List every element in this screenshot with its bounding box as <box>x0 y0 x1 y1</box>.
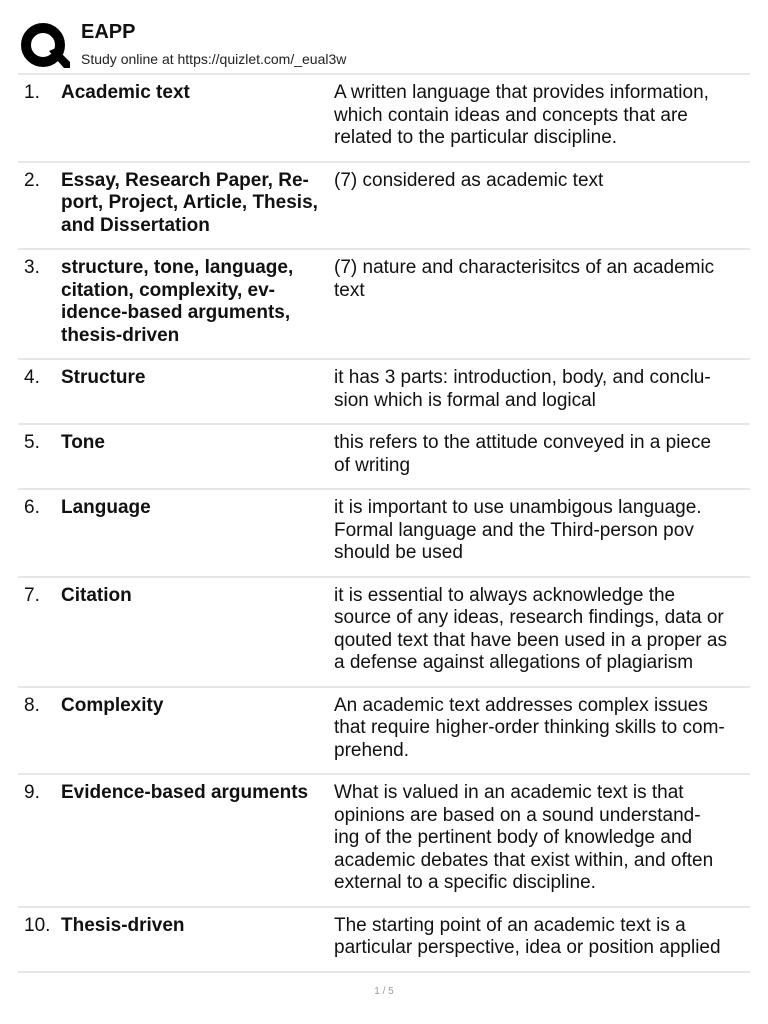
card-definition <box>334 170 750 193</box>
card-term <box>61 782 334 805</box>
definition-line: this refers to the attitude conveyed in a piece <box>334 432 712 453</box>
term-line: Structure <box>61 367 146 388</box>
card-term <box>61 367 334 390</box>
document-header <box>0 0 768 74</box>
card-number: 2. <box>24 169 40 191</box>
term-line: port, Project, Article, Thesis, <box>61 192 318 213</box>
card-definition <box>334 432 750 477</box>
card-definition <box>334 695 750 763</box>
card-number: 5. <box>24 432 40 453</box>
flashcard-row <box>18 360 750 425</box>
definition-line: source of any ideas, research findings, data or <box>334 607 724 628</box>
card-number: 3. <box>24 257 40 278</box>
card-definition <box>334 82 750 150</box>
card-number: 7. <box>24 584 40 606</box>
term-line: Language <box>61 497 151 518</box>
definition-line: The starting point of an academic text is a <box>334 914 686 936</box>
flashcard-row <box>18 688 750 776</box>
term-line: Evidence-based arguments <box>61 782 309 803</box>
card-number: 10. <box>24 914 51 936</box>
definition-line: What is valued in an academic text is that <box>334 782 684 803</box>
definition-line: A written language that provides information, <box>334 82 709 103</box>
definition-line: particular perspective, idea or position applied <box>334 937 721 958</box>
card-number: 6. <box>24 497 40 518</box>
flashcard-row <box>18 75 750 163</box>
definition-line: related to the particular discipline. <box>334 127 618 148</box>
quizlet-q-logo-icon <box>20 21 70 71</box>
card-term <box>61 257 334 347</box>
definition-line: a defense against allegations of plagiarism <box>334 652 694 673</box>
definition-line: that require higher-order thinking skills to com- <box>334 717 725 738</box>
flashcard-row <box>18 250 750 360</box>
definition-line: Formal language and the Third-person pov <box>334 519 694 541</box>
term-line: structure, tone, language, <box>61 257 294 278</box>
page-indicator: 1 / 5 <box>374 986 394 997</box>
definition-line: An academic text addresses complex issues <box>334 694 708 716</box>
card-term <box>61 82 334 105</box>
card-definition <box>334 782 750 895</box>
flashcard-row <box>18 163 750 251</box>
flashcard-list <box>18 73 750 973</box>
set-title: EAPP <box>81 21 136 43</box>
definition-line: it is important to use unambigous language. <box>334 497 702 518</box>
definition-line: external to a specific discipline. <box>334 872 596 893</box>
term-line: idence-based arguments, <box>61 302 291 323</box>
definition-line: should be used <box>334 542 463 563</box>
card-definition <box>334 367 750 412</box>
definition-line: (7) nature and characterisitcs of an academic <box>334 257 715 278</box>
card-term <box>61 432 334 455</box>
term-line: Tone <box>61 432 105 453</box>
term-line: citation, complexity, ev- <box>61 279 275 301</box>
flashcard-row <box>18 578 750 688</box>
card-number: 1. <box>24 82 40 103</box>
card-definition <box>334 497 750 565</box>
card-definition <box>334 585 750 675</box>
study-online-link[interactable]: Study online at https://quizlet.com/_eual3w <box>81 51 347 67</box>
card-term <box>61 915 334 938</box>
flashcard-row <box>18 775 750 908</box>
flashcard-row <box>18 490 750 578</box>
term-line: Academic text <box>61 82 190 103</box>
card-term <box>61 497 334 520</box>
card-definition <box>334 915 750 960</box>
card-term <box>61 170 334 238</box>
definition-line: ing of the pertinent body of knowledge and <box>334 827 693 848</box>
card-number: 4. <box>24 367 40 388</box>
definition-line: opinions are based on a sound understand- <box>334 804 701 826</box>
term-line: thesis-driven <box>61 324 180 346</box>
card-term <box>61 695 334 718</box>
card-number: 9. <box>24 782 40 803</box>
card-number: 8. <box>24 694 40 716</box>
term-line: Citation <box>61 584 132 606</box>
term-line: and Dissertation <box>61 214 210 236</box>
flashcard-row <box>18 425 750 490</box>
term-line: Essay, Research Paper, Re- <box>61 169 309 191</box>
term-line: Thesis-driven <box>61 914 185 936</box>
card-definition <box>334 257 750 302</box>
definition-line: qouted text that have been used in a proper as <box>334 629 727 651</box>
definition-line: (7) considered as academic text <box>334 169 604 191</box>
definition-line: which contain ideas and concepts that are <box>334 104 688 126</box>
card-term <box>61 585 334 608</box>
definition-line: it is essential to always acknowledge the <box>334 584 676 606</box>
definition-line: of writing <box>334 454 411 476</box>
flashcard-row <box>18 908 750 973</box>
definition-line: academic debates that exist within, and often <box>334 849 714 871</box>
definition-line: prehend. <box>334 739 410 761</box>
term-line: Complexity <box>61 694 164 716</box>
definition-line: sion which is formal and logical <box>334 389 596 411</box>
definition-line: it has 3 parts: introduction, body, and conclu- <box>334 367 711 388</box>
definition-line: text <box>334 279 365 301</box>
